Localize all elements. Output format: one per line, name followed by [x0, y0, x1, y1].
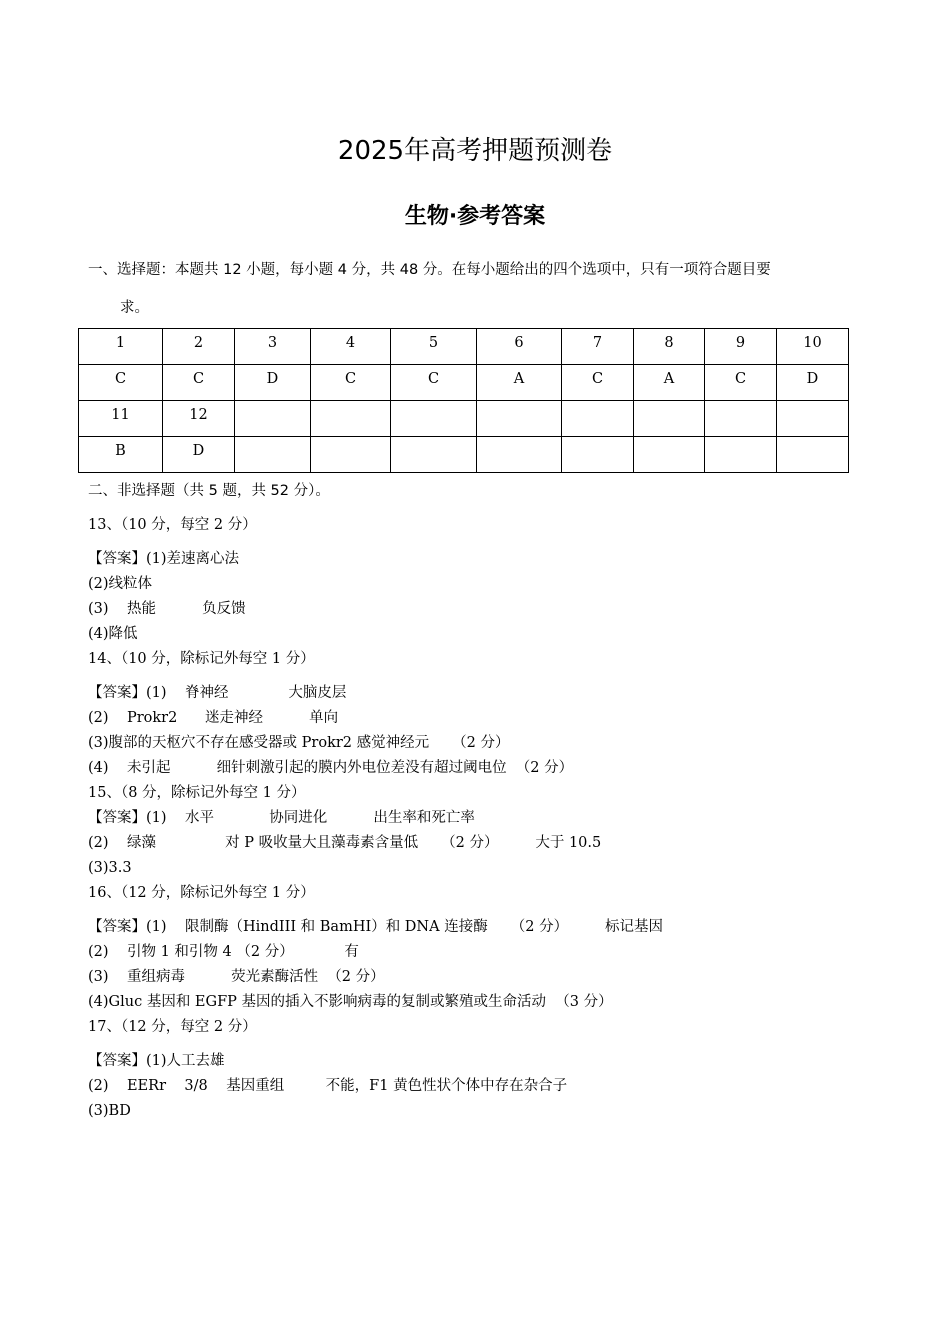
- table-cell: [634, 401, 705, 437]
- table-cell: [562, 437, 634, 473]
- answer-line: 【答案】(1)人工去雄: [88, 1053, 225, 1069]
- table-cell: 12: [163, 401, 235, 437]
- table-cell: 2: [163, 329, 235, 365]
- table-cell: 6: [477, 329, 562, 365]
- answer-lines: [88, 513, 868, 1124]
- table-cell: 9: [705, 329, 777, 365]
- answer-line: 【答案】(1)差速离心法: [88, 551, 240, 567]
- table-cell: [235, 401, 311, 437]
- table-cell: C: [562, 365, 634, 401]
- table-cell: 11: [79, 401, 163, 437]
- table-cell: [391, 401, 477, 437]
- table-row: [79, 365, 849, 401]
- question-header: 14、（10 分，除标记外每空 1 分）: [88, 651, 315, 667]
- table-row: [79, 401, 849, 437]
- table-cell: [235, 437, 311, 473]
- table-cell: [477, 401, 562, 437]
- table-cell: 1: [79, 329, 163, 365]
- table-cell: [777, 401, 849, 437]
- table-cell: [705, 437, 777, 473]
- table-cell: C: [79, 365, 163, 401]
- table-cell: C: [705, 365, 777, 401]
- answer-line: 15、（8 分，除标记外每空 1 分）: [88, 785, 306, 801]
- table-cell: 5: [391, 329, 477, 365]
- answer-line: (2) Prokr2 迷走神经 单向: [88, 710, 339, 726]
- answer-line: (3)腹部的天枢穴不存在感受器或 Prokr2 感觉神经元 （2 分）: [88, 735, 510, 751]
- table-cell: D: [235, 365, 311, 401]
- answer-line: 【答案】(1) 水平 协同进化 出生率和死亡率: [88, 810, 475, 826]
- answer-line: (2) EERr 3/8 基因重组 不能，F1 黄色性状个体中存在杂合子: [88, 1078, 568, 1094]
- question-header: 13、（10 分，每空 2 分）: [88, 517, 257, 533]
- answer-line: (4)Gluc 基因和 EGFP 基因的插入不影响病毒的复制或繁殖或生命活动 （3 分）: [88, 994, 613, 1010]
- answer-line: (4)降低: [88, 626, 138, 642]
- answer-line: (2) 引物 1 和引物 4 （2 分） 有: [88, 944, 359, 960]
- section-heading-nonchoice: 二、非选择题（共 5 题，共 52 分）。: [88, 483, 330, 499]
- table-cell: C: [391, 365, 477, 401]
- table-cell: 7: [562, 329, 634, 365]
- answer-line: 【答案】(1) 脊神经 大脑皮层: [88, 685, 347, 701]
- table-cell: 10: [777, 329, 849, 365]
- answer-line: (2) 绿藻 对 P 吸收量大且藻毒素含量低 （2 分） 大于 10.5: [88, 835, 602, 851]
- table-row: [79, 329, 849, 365]
- table-row: [79, 437, 849, 473]
- table-cell: A: [634, 365, 705, 401]
- answer-line: (3)3.3: [88, 860, 132, 876]
- table-cell: [311, 437, 391, 473]
- table-cell: 8: [634, 329, 705, 365]
- table-cell: A: [477, 365, 562, 401]
- answer-table: [78, 328, 849, 473]
- table-cell: B: [79, 437, 163, 473]
- table-cell: D: [777, 365, 849, 401]
- answer-line: (2)线粒体: [88, 576, 153, 592]
- table-cell: [705, 401, 777, 437]
- table-cell: C: [163, 365, 235, 401]
- question-header: 17、（12 分，每空 2 分）: [88, 1019, 257, 1035]
- table-cell: [777, 437, 849, 473]
- answer-line: (3) 热能 负反馈: [88, 601, 246, 617]
- section-heading-continuation: 求。: [120, 300, 149, 316]
- table-cell: [477, 437, 562, 473]
- answer-line: (3) 重组病毒 荧光素酶活性 （2 分）: [88, 969, 385, 985]
- section-heading-choice: [88, 251, 858, 327]
- page-title: 2025年高考押题预测卷: [337, 136, 613, 166]
- table-cell: [634, 437, 705, 473]
- table-cell: [391, 437, 477, 473]
- table-cell: [562, 401, 634, 437]
- section-heading-line: 一、选择题：本题共 12 小题，每小题 4 分，共 48 分。在每小题给出的四个选项中，只有一项符合题目要: [88, 262, 771, 278]
- table-cell: D: [163, 437, 235, 473]
- table-cell: 3: [235, 329, 311, 365]
- table-cell: C: [311, 365, 391, 401]
- table-cell: 4: [311, 329, 391, 365]
- page-subtitle: 生物·参考答案: [404, 204, 546, 229]
- answer-line: 【答案】(1) 限制酶（HindIII 和 BamHI）和 DNA 连接酶 （2 分） 标记基因: [88, 919, 663, 935]
- answer-line: (3)BD: [88, 1103, 131, 1119]
- question-header: 16、（12 分，除标记外每空 1 分）: [88, 885, 315, 901]
- answer-line: (4) 未引起 细针刺激引起的膜内外电位差没有超过阈电位 （2 分）: [88, 760, 574, 776]
- table-cell: [311, 401, 391, 437]
